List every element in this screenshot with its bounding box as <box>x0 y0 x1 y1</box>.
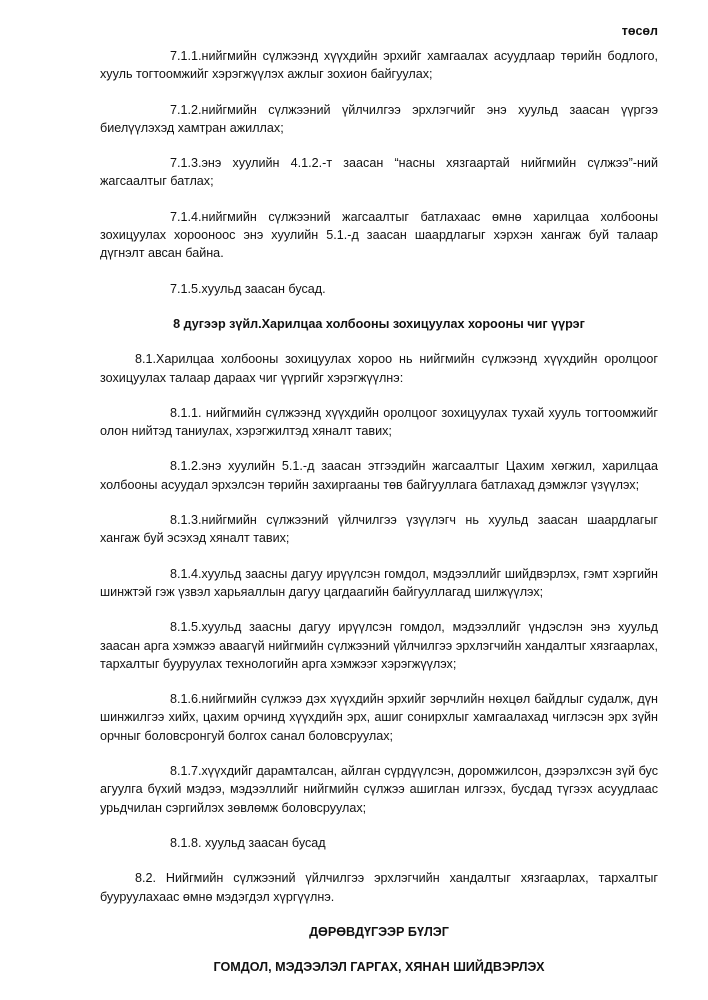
clause-8-1-4: 8.1.4.хуульд заасны дагуу ирүүлсэн гомдол, мэдээллийг шийдвэрлэх, гэмт хэргийн шинжтэй гэж үзвэл харьяаллын дагуу цагдаагийн байгууллагад шилжүүлэх; <box>100 566 658 599</box>
clause-7-1-2: 7.1.2.нийгмийн сүлжээний үйлчилгээ эрхлэгчийг энэ хуульд заасан үүргээ биелүүлэхэд хамтран ажиллах; <box>100 102 658 135</box>
chapter-subtitle: ГОМДОЛ, МЭДЭЭЛЭЛ ГАРГАХ, ХЯНАН ШИЙДВЭРЛЭХ <box>213 960 545 975</box>
clause-8-1-7: 8.1.7.хүүхдийг дарамталсан, айлган сүрдүүлсэн, доромжилсон, дээрэлхсэн зүй бус агуулга бүхий мэдээ, мэдээллийг нийгмийн сүлжээ ашиглан илгээх, бусдад түгээх асуудлаас урьдчилан сэргийлэх зөвлөмж боловсруулах; <box>100 764 658 815</box>
article-8-title: 8 дугээр зүйл.Харилцаа холбооны зохицуулах хорооны чиг үүрэг <box>173 316 585 331</box>
clause-8-2: 8.2. Нийгмийн сүлжээний үйлчилгээ эрхлэгчийн хандалтыг хязгаарлах, тархалтыг бууруулахаас өмнө мэдэгдэл хүргүүлнэ. <box>100 871 658 904</box>
clause-7-1-3: 7.1.3.энэ хуулийн 4.1.2.-т заасан “насны хязгаартай нийгмийн сүлжээ”-ний жагсаалтыг батлах; <box>100 156 658 189</box>
clause-7-1-5: 7.1.5.хуульд заасан бусад. <box>170 281 326 296</box>
clause-8-1-5: 8.1.5.хуульд заасны дагуу ирүүлсэн гомдол, мэдээллийг үндэслэн энэ хуульд заасан арга хэмжээ аваагүй нийгмийн сүлжээний үйлчилгээ эрхлэгчийн хандалтыг хязгаарлах, тархалтыг бууруулах технологийн арга хэмжээг хэрэгжүүлэх; <box>100 620 658 671</box>
clause-8-1-6: 8.1.6.нийгмийн сүлжээ дэх хүүхдийн эрхийг зөрчлийн нөхцөл байдлыг судалж, дүн шинжилгээ хийх, цахим орчинд хүүхдийн эрх, ашиг сонирхлыг хамгаалахад чиглэсэн эрх зүйн орчныг боловсронгуй болгох санал боловсруулах; <box>100 692 658 743</box>
chapter-title: ДӨРӨВДҮГЭЭР БҮЛЭГ <box>309 924 449 939</box>
clause-8-1-intro: 8.1.Харилцаа холбооны зохицуулах хороо нь нийгмийн сүлжээнд хүүхдийн оролцоог зохицуулах талаар дараах чиг үүргийг хэрэгжүүлнэ: <box>100 352 658 385</box>
clause-8-1-8: 8.1.8. хуульд заасан бусад <box>170 835 326 850</box>
draft-tag: төсөл <box>621 24 658 38</box>
clause-8-1-1: 8.1.1. нийгмийн сүлжээнд хүүхдийн оролцоог зохицуулах тухай хууль тогтоомжийг олон нийтэд таниулах, хэрэгжилтэд хяналт тавих; <box>100 405 658 439</box>
document-body <box>100 47 658 976</box>
clause-7-1-1: 7.1.1.нийгмийн сүлжээнд хүүхдийн эрхийг хамгаалах асуудлаар төрийн бодлого, хууль тогтоомжийг хэрэгжүүлэх ажлыг зохион байгуулах; <box>100 49 658 82</box>
clause-8-1-3: 8.1.3.нийгмийн сүлжээний үйлчилгээ үзүүлэгч нь хуульд заасан шаардлагыг хангаж буй эсэхэд хяналт тавих; <box>100 513 658 546</box>
clause-7-1-4: 7.1.4.нийгмийн сүлжээний жагсаалтыг батлахаас өмнө харилцаа холбооны зохицуулах хорооноос энэ хуулийн 5.1.-д заасан шаардлагыг хэрхэн хангаж буй талаар дүгнэлт авсан байна. <box>100 209 658 261</box>
clause-8-1-2: 8.1.2.энэ хуулийн 5.1.-д заасан этгээдийн жагсаалтыг Цахим хөгжил, харилцаа холбооны асуудал эрхэлсэн төрийн захиргааны төв байгууллага батлахад дэмжлэг үзүүлэх; <box>100 459 658 492</box>
